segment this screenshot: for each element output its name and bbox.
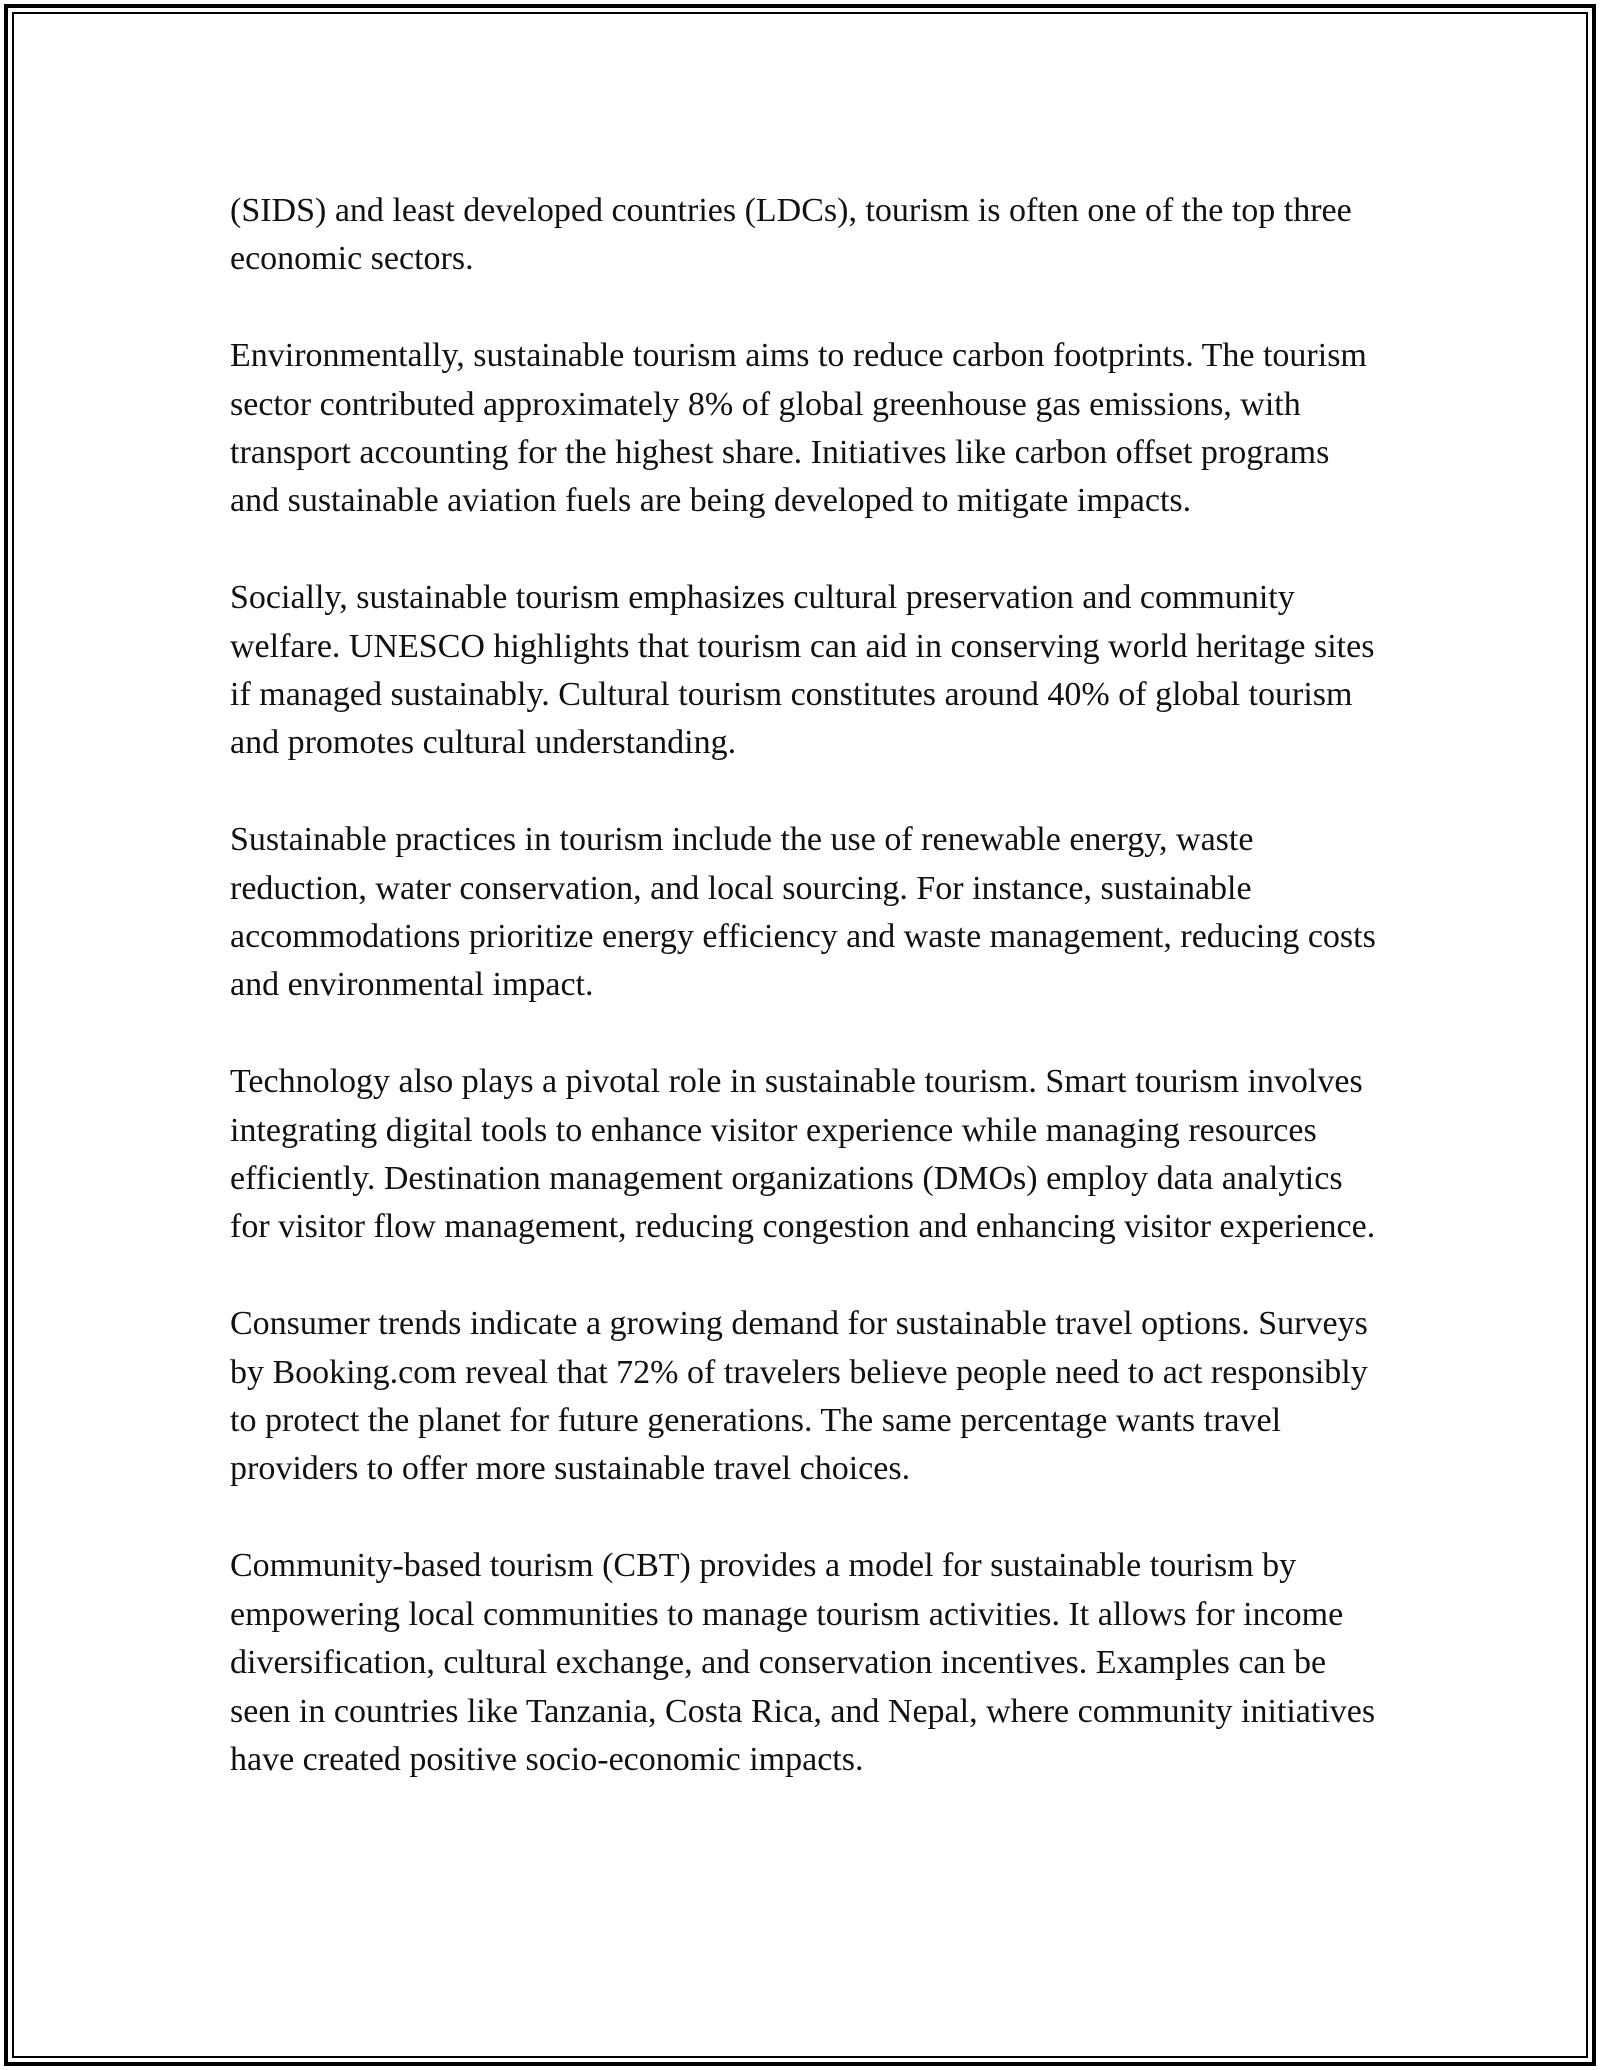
paragraph-community-based-tourism: Community-based tourism (CBT) provides a model for sustainable tourism by empowering local communities to manage tourism activities. It allows for income diversification, cultural exchange, and conservation incentives. Examples can be seen in countries like Tanzania, Costa Rica, and Nepal, where community initiatives have created positive socio-economic impacts. <box>230 1547 1376 1778</box>
paragraph-social: Socially, sustainable tourism emphasizes cultural preservation and community welfare. UNESCO highlights that tourism can aid in conserving world heritage sites if managed sustainably. Cultural tourism constitutes around 40% of global tourism and promotes cultural understanding. <box>230 579 1375 762</box>
paragraph-consumer-trends: Consumer trends indicate a growing demand for sustainable travel options. Surveys by Booking.com reveal that 72% of travelers believe people need to act responsibly to protect the planet for future generations. The same percentage wants travel providers to offer more sustainable travel choices. <box>230 1305 1368 1488</box>
paragraph-environmental: Environmentally, sustainable tourism aims to reduce carbon footprints. The tourism sector contributed approximately 8% of global greenhouse gas emissions, with transport accounting for the highest share. Initiatives like carbon offset programs and sustainable aviation fuels are being developed to mitigate impacts. <box>230 337 1367 520</box>
paragraph-sids-ldcs: (SIDS) and least developed countries (LDCs), tourism is often one of the top three economic sectors. <box>230 192 1352 278</box>
paragraph-sustainable-practices: Sustainable practices in tourism include the use of renewable energy, waste reduction, water conservation, and local sourcing. For instance, sustainable accommodations prioritize energy efficiency and waste management, reducing costs and environmental impact. <box>230 821 1376 1004</box>
document-body <box>230 187 1380 1833</box>
paragraph-technology: Technology also plays a pivotal role in sustainable tourism. Smart tourism involves integrating digital tools to enhance visitor experience while managing resources efficiently. Destination management organizations (DMOs) employ data analytics for visitor flow management, reducing congestion and enhancing visitor experience. <box>230 1063 1376 1246</box>
